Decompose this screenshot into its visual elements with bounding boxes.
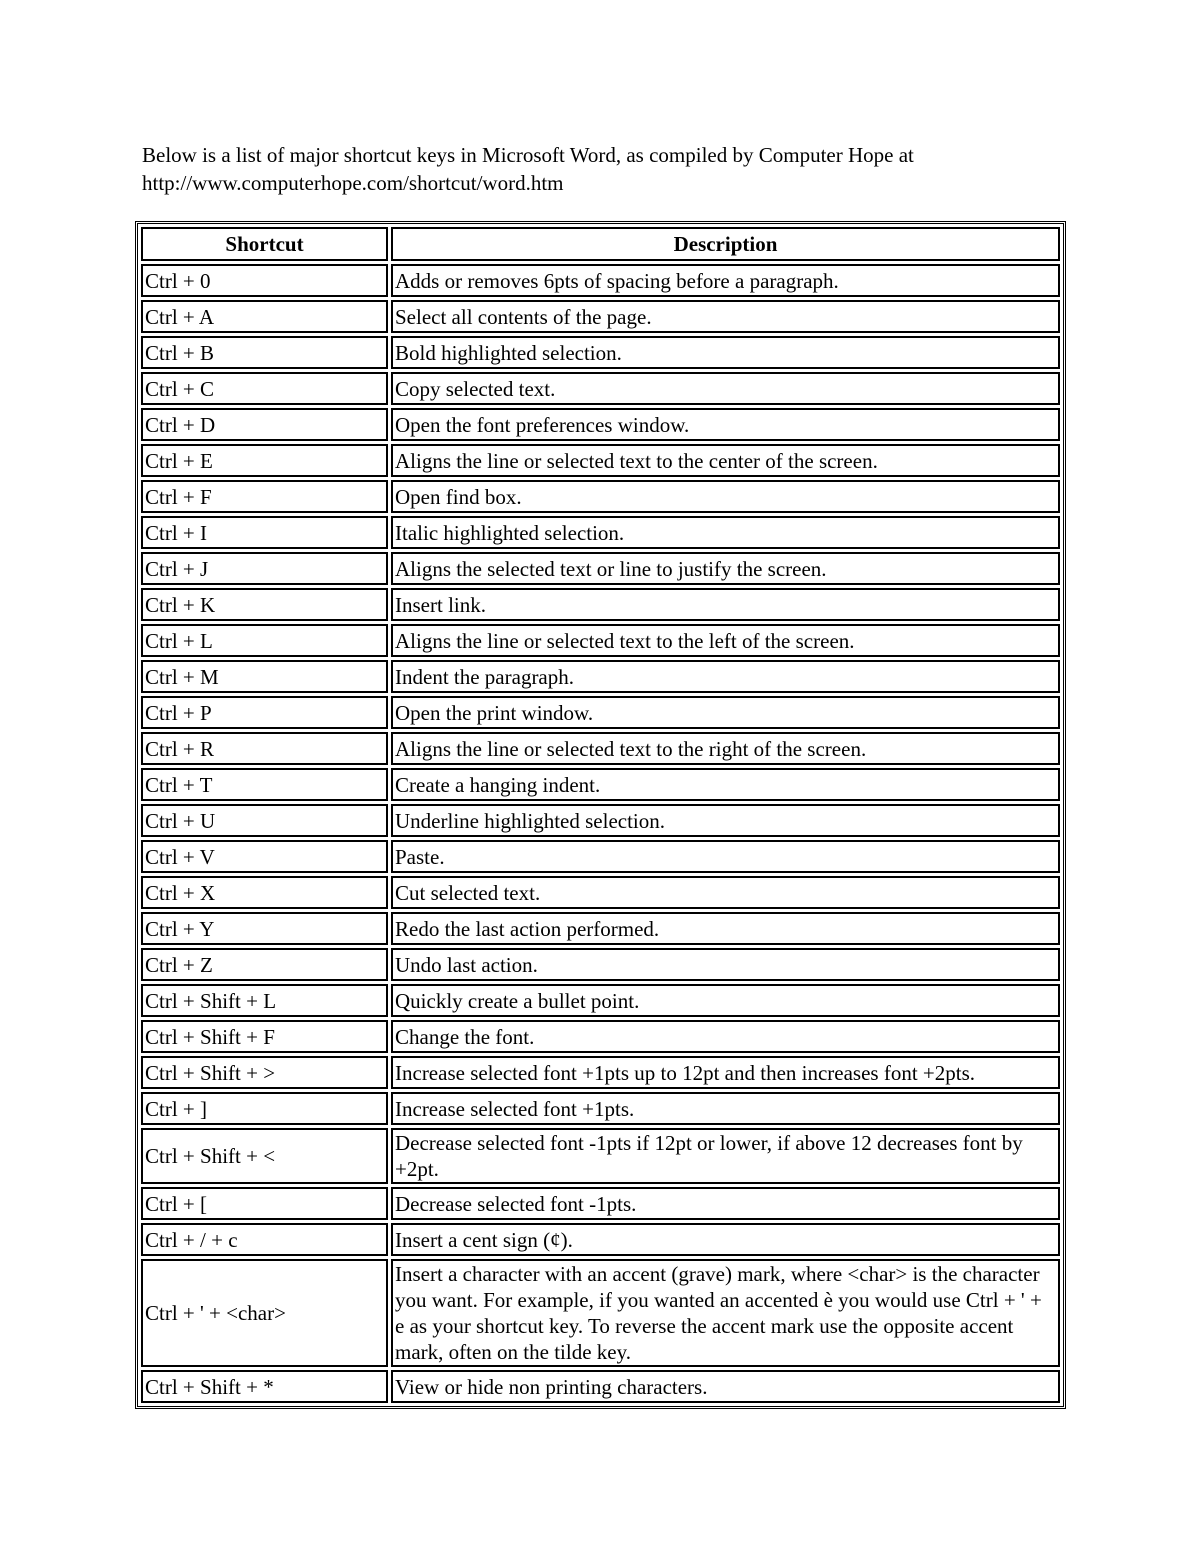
table-row — [141, 444, 1060, 477]
shortcut-cell: Ctrl + P — [141, 696, 388, 729]
table-row — [141, 552, 1060, 585]
description-cell: Underline highlighted selection. — [391, 804, 1060, 837]
intro-line-1: Below is a list of major shortcut keys in Microsoft Word, as compiled by Computer Hope at — [142, 143, 914, 167]
shortcut-cell: Ctrl + M — [141, 660, 388, 693]
table-row — [141, 372, 1060, 405]
description-cell: Adds or removes 6pts of spacing before a paragraph. — [391, 264, 1060, 297]
description-cell: Open find box. — [391, 480, 1060, 513]
description-cell: Aligns the line or selected text to the center of the screen. — [391, 444, 1060, 477]
table-row — [141, 1092, 1060, 1125]
shortcut-cell: Ctrl + Shift + > — [141, 1056, 388, 1089]
description-cell: Decrease selected font -1pts if 12pt or lower, if above 12 decreases font by +2pt. — [391, 1128, 1060, 1184]
shortcut-cell: Ctrl + F — [141, 480, 388, 513]
column-header-description: Description — [391, 227, 1060, 261]
table-row — [141, 1128, 1060, 1184]
table-row — [141, 912, 1060, 945]
column-header-shortcut: Shortcut — [141, 227, 388, 261]
table-row — [141, 984, 1060, 1017]
shortcut-cell: Ctrl + ] — [141, 1092, 388, 1125]
table-row — [141, 408, 1060, 441]
table-row — [141, 264, 1060, 297]
shortcut-cell: Ctrl + / + c — [141, 1223, 388, 1256]
description-cell: Insert a cent sign (¢). — [391, 1223, 1060, 1256]
shortcut-cell: Ctrl + 0 — [141, 264, 388, 297]
shortcut-cell: Ctrl + X — [141, 876, 388, 909]
description-cell: Aligns the line or selected text to the left of the screen. — [391, 624, 1060, 657]
table-row — [141, 840, 1060, 873]
description-cell: Open the font preferences window. — [391, 408, 1060, 441]
description-cell: Indent the paragraph. — [391, 660, 1060, 693]
shortcut-cell: Ctrl + ' + <char> — [141, 1259, 388, 1367]
table-row — [141, 624, 1060, 657]
shortcut-cell: Ctrl + Shift + * — [141, 1370, 388, 1403]
description-cell: Open the print window. — [391, 696, 1060, 729]
shortcut-cell: Ctrl + J — [141, 552, 388, 585]
shortcut-cell: Ctrl + T — [141, 768, 388, 801]
table-row — [141, 300, 1060, 333]
shortcut-cell: Ctrl + L — [141, 624, 388, 657]
table-row — [141, 1056, 1060, 1089]
intro-paragraph — [142, 141, 1062, 197]
shortcut-cell: Ctrl + D — [141, 408, 388, 441]
table-row — [141, 768, 1060, 801]
shortcut-cell: Ctrl + E — [141, 444, 388, 477]
description-cell: Copy selected text. — [391, 372, 1060, 405]
shortcut-cell: Ctrl + Shift + F — [141, 1020, 388, 1053]
description-cell: Paste. — [391, 840, 1060, 873]
shortcut-cell: Ctrl + R — [141, 732, 388, 765]
table-body — [141, 264, 1060, 1403]
shortcut-cell: Ctrl + Shift + < — [141, 1128, 388, 1184]
description-cell: Cut selected text. — [391, 876, 1060, 909]
shortcut-cell: Ctrl + U — [141, 804, 388, 837]
shortcut-table-wrapper — [135, 221, 1066, 1409]
shortcut-cell: Ctrl + Z — [141, 948, 388, 981]
description-cell: Bold highlighted selection. — [391, 336, 1060, 369]
description-cell: Change the font. — [391, 1020, 1060, 1053]
table-row — [141, 876, 1060, 909]
description-cell: Redo the last action performed. — [391, 912, 1060, 945]
table-row — [141, 516, 1060, 549]
shortcut-cell: Ctrl + C — [141, 372, 388, 405]
description-cell: Select all contents of the page. — [391, 300, 1060, 333]
shortcut-cell: Ctrl + I — [141, 516, 388, 549]
table-row — [141, 1259, 1060, 1367]
table-row — [141, 1020, 1060, 1053]
table-row — [141, 480, 1060, 513]
shortcut-cell: Ctrl + [ — [141, 1187, 388, 1220]
shortcut-cell: Ctrl + K — [141, 588, 388, 621]
table-row — [141, 948, 1060, 981]
description-cell: Italic highlighted selection. — [391, 516, 1060, 549]
shortcut-cell: Ctrl + V — [141, 840, 388, 873]
table-row — [141, 1370, 1060, 1403]
description-cell: Insert a character with an accent (grave) mark, where <char> is the character you want. For example, if you wanted an accented è you would use Ctrl + ' + e as your shortcut key. To reverse the accent mark use the opposite accent mark, often on the tilde key. — [391, 1259, 1060, 1367]
shortcut-cell: Ctrl + Shift + L — [141, 984, 388, 1017]
shortcut-cell: Ctrl + B — [141, 336, 388, 369]
shortcut-cell: Ctrl + A — [141, 300, 388, 333]
shortcut-cell: Ctrl + Y — [141, 912, 388, 945]
description-cell: Decrease selected font -1pts. — [391, 1187, 1060, 1220]
table-row — [141, 732, 1060, 765]
table-row — [141, 804, 1060, 837]
table-row — [141, 588, 1060, 621]
table-header-row — [141, 227, 1060, 261]
description-cell: Undo last action. — [391, 948, 1060, 981]
description-cell: Insert link. — [391, 588, 1060, 621]
description-cell: Create a hanging indent. — [391, 768, 1060, 801]
intro-source-url: http://www.computerhope.com/shortcut/word.htm — [142, 171, 564, 195]
description-cell: Quickly create a bullet point. — [391, 984, 1060, 1017]
table-row — [141, 336, 1060, 369]
description-cell: View or hide non printing characters. — [391, 1370, 1060, 1403]
table-row — [141, 1187, 1060, 1220]
description-cell: Aligns the line or selected text to the right of the screen. — [391, 732, 1060, 765]
description-cell: Increase selected font +1pts up to 12pt and then increases font +2pts. — [391, 1056, 1060, 1089]
description-cell: Increase selected font +1pts. — [391, 1092, 1060, 1125]
table-row — [141, 1223, 1060, 1256]
shortcut-table — [135, 221, 1066, 1409]
table-row — [141, 660, 1060, 693]
description-cell: Aligns the selected text or line to justify the screen. — [391, 552, 1060, 585]
table-row — [141, 696, 1060, 729]
